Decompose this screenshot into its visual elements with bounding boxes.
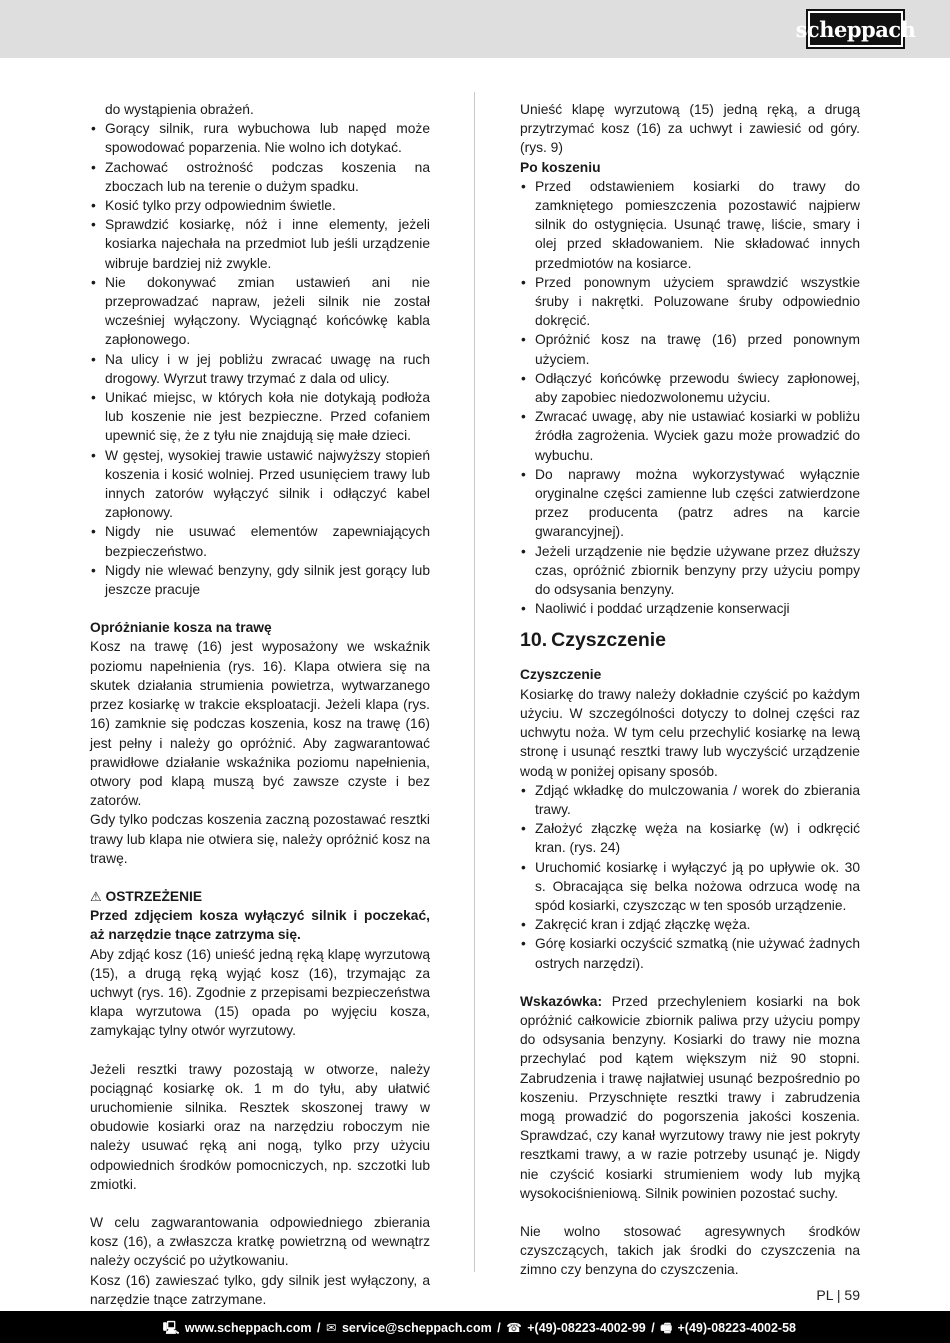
chapter-heading	[520, 627, 860, 653]
chapter-title: Czyszczenie	[551, 629, 666, 652]
list-item: • Założyć złączkę węża na kosiarkę (w) i odkręcić kran. (rys. 24)	[520, 819, 860, 857]
phone-icon: ☎	[506, 1321, 522, 1335]
basket-clean-paragraph-2: Kosz (16) zawieszać tylko, gdy silnik jest wyłączony, a narzędzie tnące zatrzymane.	[90, 1272, 430, 1307]
list-item: • Jeżeli urządzenie nie będzie używane przez dłuższy czas, opróżnić zbiornik benzyny przy użyciu pompy do odsysania benzyny.	[520, 542, 860, 600]
after-mowing-heading: Po koszeniu	[520, 159, 601, 175]
list-item: • Sprawdzić kosiarkę, nóż i inne elementy, jeżeli kosiarka najechała na przedmiot lub jeśli urządzenie wibruje bardziej niż zwykle.	[90, 215, 430, 273]
header-bar	[0, 0, 950, 58]
list-item: • Przed odstawieniem kosiarki do trawy do zamkniętego pomieszczenia pozostawić najpierw silnik do ostygnięcia. Usunąć trawę, liście, smary i olej przed składowaniem. Nie składować innych przedmiotów na kosiarce.	[520, 177, 860, 273]
warning-heading	[90, 887, 430, 906]
list-item: • Zachować ostrożność podczas koszenia na zboczach lub na terenie o dużym spadku.	[90, 158, 430, 196]
list-item: • Zakręcić kran i zdjąć złączkę węża.	[520, 915, 860, 934]
hint-text: Przed przechyleniem kosiarki na bok opróżnić całkowicie zbiornik paliwa przy użyciu pompy do odsysania benzyny. Kosiarki do trawy nie mozna przechylać pod kątem większym niż 90 stopni. Zabrudzenia i trawę najłatwiej usunąć bezpośrednio po koszeniu. Przyschnięte resztki trawy i zabrudzenia mogą prowadzić do pogorszenia jakości koszenia. Sprawdzać, czy kanał wyrzutowy trawy nie jest pokryty resztkami trawy, a w razie potrzeby usunąć je. Nigdy nie czyścić kosiarki strumieniem wody lub myjką wysokociśnieniową. Silnik powinien pozostać suchy.	[520, 993, 860, 1201]
separator: /	[497, 1321, 501, 1335]
list-item: • Zdjąć wkładkę do mulczowania / worek do zbierania trawy.	[520, 781, 860, 819]
list-item: • Uruchomić kosiarkę i wyłączyć ją po upływie ok. 30 s. Obracająca się belka nożowa odrzuca wodę na spód kosiarki, czyszcząc w ten sposób urządzenie.	[520, 858, 860, 916]
fax-icon: 🖷	[660, 1321, 673, 1335]
left-column	[90, 100, 430, 1309]
email-icon: ✉	[326, 1321, 337, 1335]
list-item: • Do naprawy można wykorzystywać wyłącznie oryginalne części zamienne lub części zatwierdzone przez producenta (patrz adres na karcie gwarancyjnej).	[520, 465, 860, 542]
website-link[interactable]: www.scheppach.com	[184, 1321, 312, 1335]
cleaning-heading: Czyszczenie	[520, 667, 602, 683]
list-item: • Naoliwić i poddać urządzenie konserwacji	[520, 599, 860, 618]
email-link[interactable]: service@scheppach.com	[341, 1321, 492, 1335]
list-item: • Gorący silnik, rura wybuchowa lub napęd może spowodować poparzenia. Nie wolno ich dotykać.	[90, 119, 430, 157]
list-item: • Górę kosiarki oczyścić szmatką (nie używać żadnych ostrych narzędzi).	[520, 934, 860, 972]
monitor-icon: 🖳	[162, 1321, 180, 1335]
warning-triangle-icon: ⚠	[90, 888, 102, 904]
scheppach-logo: scheppach	[808, 11, 903, 47]
empty-basket-paragraph-2: Gdy tylko podczas koszenia zaczną pozostawać resztki trawy lub klapa nie otwiera się, należy opróżnić kosz na trawę.	[90, 812, 430, 866]
hint-label: Wskazówka:	[520, 993, 603, 1009]
list-item: • W gęstej, wysokiej trawie ustawić najwyższy stopień koszenia i kosić wolniej. Przed usunięciem trawy lub innych zatorów wyłączyć silnik i odłączyć kabel zapłonowy.	[90, 446, 430, 523]
list-item: • Odłączyć końcówkę przewodu świecy zapłonowej, aby zapobiec niedozwolonemu użyciu.	[520, 369, 860, 407]
after-mowing-bullet-list	[520, 177, 860, 619]
page-number: PL | 59	[816, 1287, 860, 1303]
list-item: • Zwracać uwagę, aby nie ustawiać kosiarki w pobliżu źródła zagrożenia. Wyciek gazu może prowadzić do wybuchu.	[520, 407, 860, 465]
hint-paragraph	[520, 992, 860, 1203]
list-item: • Nigdy nie wlewać benzyny, gdy silnik jest gorący lub jeszcze pracuje	[90, 561, 430, 599]
final-paragraph: Nie wolno stosować agresywnych środków czyszczących, takich jak środki do czyszczenia na zimno czy benzyna do czyszczenia.	[520, 1223, 860, 1278]
chapter-number: 10.	[520, 629, 548, 652]
hang-basket-paragraph: Unieść klapę wyrzutową (15) jedną ręką, a drugą przytrzymać kosz (16) za uchwyt i zawiesić od góry. (rys. 9)	[520, 102, 860, 156]
warning-label: OSTRZEŻENIE	[105, 888, 203, 904]
phone-number: +(49)-08223-4002-99	[527, 1321, 646, 1335]
warning-bold-text: Przed zdjęciem kosza wyłączyć silnik i poczekać, aż narzędzie tnące zatrzyma się.	[90, 908, 430, 943]
warning-paragraph: Aby zdjąć kosz (16) unieść jedną ręką klapę wyrzutową (15), a drugą ręką wyjąć kosz (16), trzymając za uchwyt (rys. 16). Zgodnie z przepisami bezpieczeństwa klapa wyrzutowa (15) opada po wyjęciu kosza, zamykając tylny otwór wyrzutowy.	[90, 946, 430, 1039]
cleaning-paragraph: Kosiarkę do trawy należy dokładnie czyścić po każdym użyciu. W szczególności dotyczy to dolnej części raz uchwytu noża. W tym celu przechylić kosiarkę na lewą stronę i usunąć resztki trawy lub wyczyścić urządzenie wodą w poniżej opisany sposób.	[520, 686, 860, 779]
basket-clean-paragraph-1: W celu zagwarantowania odpowiedniego zbierania kosz (16), a zwłaszcza kratkę powietrzną od wewnątrz należy oczyścić po użytkowaniu.	[90, 1214, 430, 1269]
list-item: • Kosić tylko przy odpowiednim świetle.	[90, 196, 430, 215]
list-item: • Nigdy nie usuwać elementów zapewniających bezpieczeństwo.	[90, 522, 430, 560]
column-divider	[474, 92, 475, 1272]
empty-basket-heading: Opróżnianie kosza na trawę	[90, 620, 272, 636]
list-item: • Opróżnić kosz na trawę (16) przed ponownym użyciem.	[520, 330, 860, 368]
right-column	[520, 100, 860, 1280]
separator: /	[317, 1321, 321, 1335]
safety-bullet-list	[90, 119, 430, 599]
residue-paragraph: Jeżeli resztki trawy pozostają w otworze, należy pociągnąć kosiarkę ok. 1 m do tyłu, aby ułatwić uruchomienie silnika. Resztek skoszonej trawy w obudowie kosiarki oraz na narzędziu roboczym nie należy usuwać ręką ani nogą, tylko przy użyciu odpowiednich środków pomocniczych, np. szczotki lub zmiotki.	[90, 1061, 430, 1192]
fax-number: +(49)-08223-4002-58	[677, 1321, 796, 1335]
intro-continuation: do wystąpienia obrażeń.	[105, 102, 254, 117]
list-item: • Na ulicy i w jej pobliżu zwracać uwagę na ruch drogowy. Wyrzut trawy trzymać z dala od ulicy.	[90, 350, 430, 388]
footer-bar	[0, 1311, 950, 1343]
list-item: • Nie dokonywać zmian ustawień ani nie przeprowadzać napraw, jeżeli silnik nie został wcześniej wyłączony. Wyciągnąć końcówkę kabla zapłonowego.	[90, 273, 430, 350]
list-item: • Przed ponownym użyciem sprawdzić wszystkie śruby i nakrętki. Poluzowane śruby odpowiednio dokręcić.	[520, 273, 860, 331]
empty-basket-paragraph-1: Kosz na trawę (16) jest wyposażony we wskaźnik poziomu napełnienia (rys. 16). Klapa otwiera się na skutek działania strumienia powietrza, wytwarzanego przez kosiarkę w trakcie eksploatacji. Jeżeli klapa (rys. 16) zamknie się podczas koszenia, kosz na trawę (16) jest pełny i należy go opróżnić. Aby zagwarantować prawidłowe działanie wskaźnika poziomu napełnienia, otwory pod klapą muszą być zawsze czyste i bez zatorów.	[90, 639, 430, 809]
cleaning-bullet-list	[520, 781, 860, 973]
list-item: • Unikać miejsc, w których koła nie dotykają podłoża lub koszenie nie jest bezpieczne. Przed cofaniem upewnić się, że z tyłu nie znajdują się małe dzieci.	[90, 388, 430, 446]
separator: /	[651, 1321, 655, 1335]
